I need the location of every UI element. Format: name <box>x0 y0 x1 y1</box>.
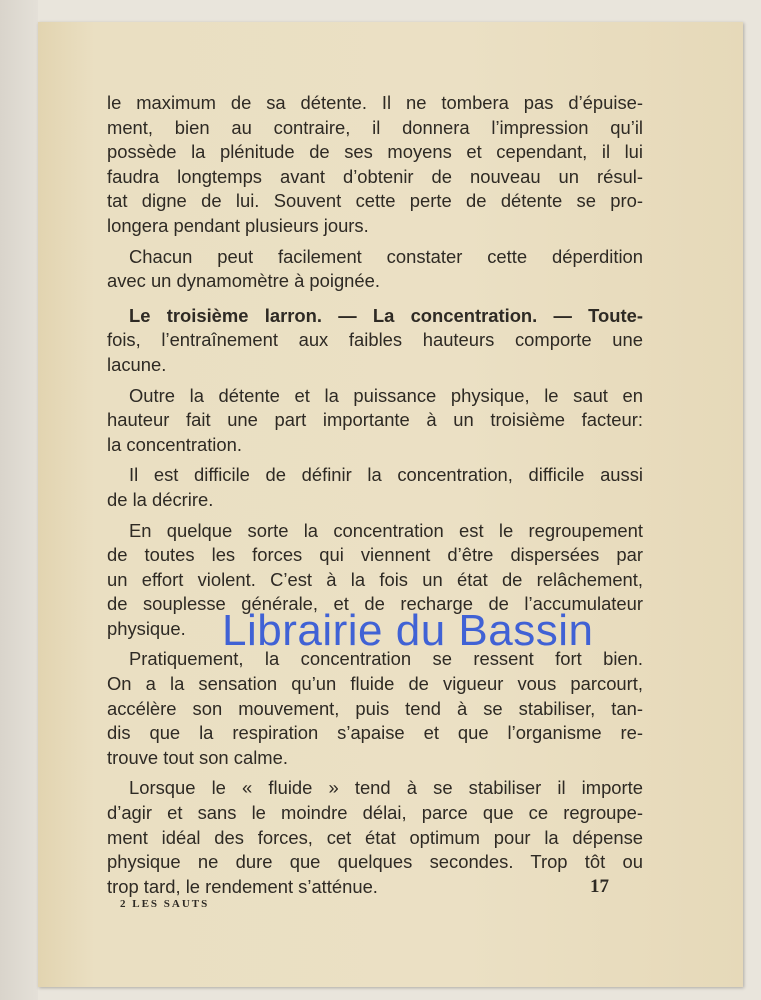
text-line: ment idéal des forces, cet état optimum pour la dépense <box>107 826 643 848</box>
text-line: Pratiquement, la concentration se ressent fort bien. <box>129 648 643 670</box>
text-line: fois, l’entraînement aux faibles hauteurs comporte une <box>107 329 643 351</box>
text-line: la concentration. <box>107 433 242 455</box>
text-line: Chacun peut facilement constater cette déperdition <box>129 245 643 267</box>
body-text <box>107 91 643 905</box>
text-line: possède la plénitude de ses moyens et cependant, il lui <box>107 141 643 163</box>
text-line: un effort violent. C’est à la fois un état de relâchement, <box>107 568 643 590</box>
text-line: lacune. <box>107 353 167 375</box>
paragraph <box>107 463 643 512</box>
page-number: 17 <box>590 876 609 897</box>
text-line <box>107 304 643 329</box>
heading-dash: — Toute- <box>537 304 643 326</box>
text-line: faudra longtemps avant d’obtenir de nouveau un résul- <box>107 165 643 187</box>
text-line: Il est difficile de définir la concentration, difficile aussi <box>129 464 643 486</box>
text-line: dis que la respiration s’apaise et que l’organisme re- <box>107 722 643 744</box>
text-line: de la décrire. <box>107 488 214 510</box>
text-line: tat digne de lui. Souvent cette perte de détente se pro- <box>107 190 643 212</box>
text-line: Lorsque le « fluide » tend à se stabiliser il importe <box>129 777 643 799</box>
text-line: trop tard, le rendement s’atténue. <box>107 875 378 897</box>
text-line: Outre la détente et la puissance physique, le saut en <box>129 384 643 406</box>
text-line: de souplesse générale, et de recharge de l’accumulateur <box>107 593 643 615</box>
text-line: trouve tout son calme. <box>107 746 288 768</box>
text-line: physique ne dure que quelques secondes. Trop tôt ou <box>107 851 643 873</box>
text-line: hauteur fait une part importante à un troisième facteur: <box>107 409 643 431</box>
text-line: avec un dynamomètre à poignée. <box>107 270 380 292</box>
text-line: le maximum de sa détente. Il ne tombera pas d’épuise- <box>107 92 643 113</box>
text-line: accélère son mouvement, puis tend à se stabiliser, tan- <box>107 697 643 719</box>
paragraph <box>107 304 643 378</box>
text-line: de toutes les forces qui viennent d’être dispersées par <box>107 544 643 566</box>
paragraph <box>107 776 643 899</box>
text-line: physique. <box>107 617 186 639</box>
text-line: ment, bien au contraire, il donnera l’impression qu’il <box>107 116 643 138</box>
paragraph <box>107 647 643 770</box>
paragraph <box>107 91 643 239</box>
paragraph <box>107 245 643 294</box>
text-line: En quelque sorte la concentration est le regroupement <box>129 519 643 541</box>
paragraph <box>107 384 643 458</box>
signature-mark: 2 LES SAUTS <box>120 898 210 910</box>
watermark: Librairie du Bassin <box>222 606 594 655</box>
text-line: d’agir et sans le moindre délai, parce que ce regroupe- <box>107 802 643 824</box>
book-spine-shadow <box>0 0 38 1000</box>
text-line: longera pendant plusieurs jours. <box>107 214 369 236</box>
section-heading: Le troisième larron. — La concentration. <box>129 304 538 326</box>
text-line: On a la sensation qu’un fluide de vigueur vous parcourt, <box>107 673 643 695</box>
